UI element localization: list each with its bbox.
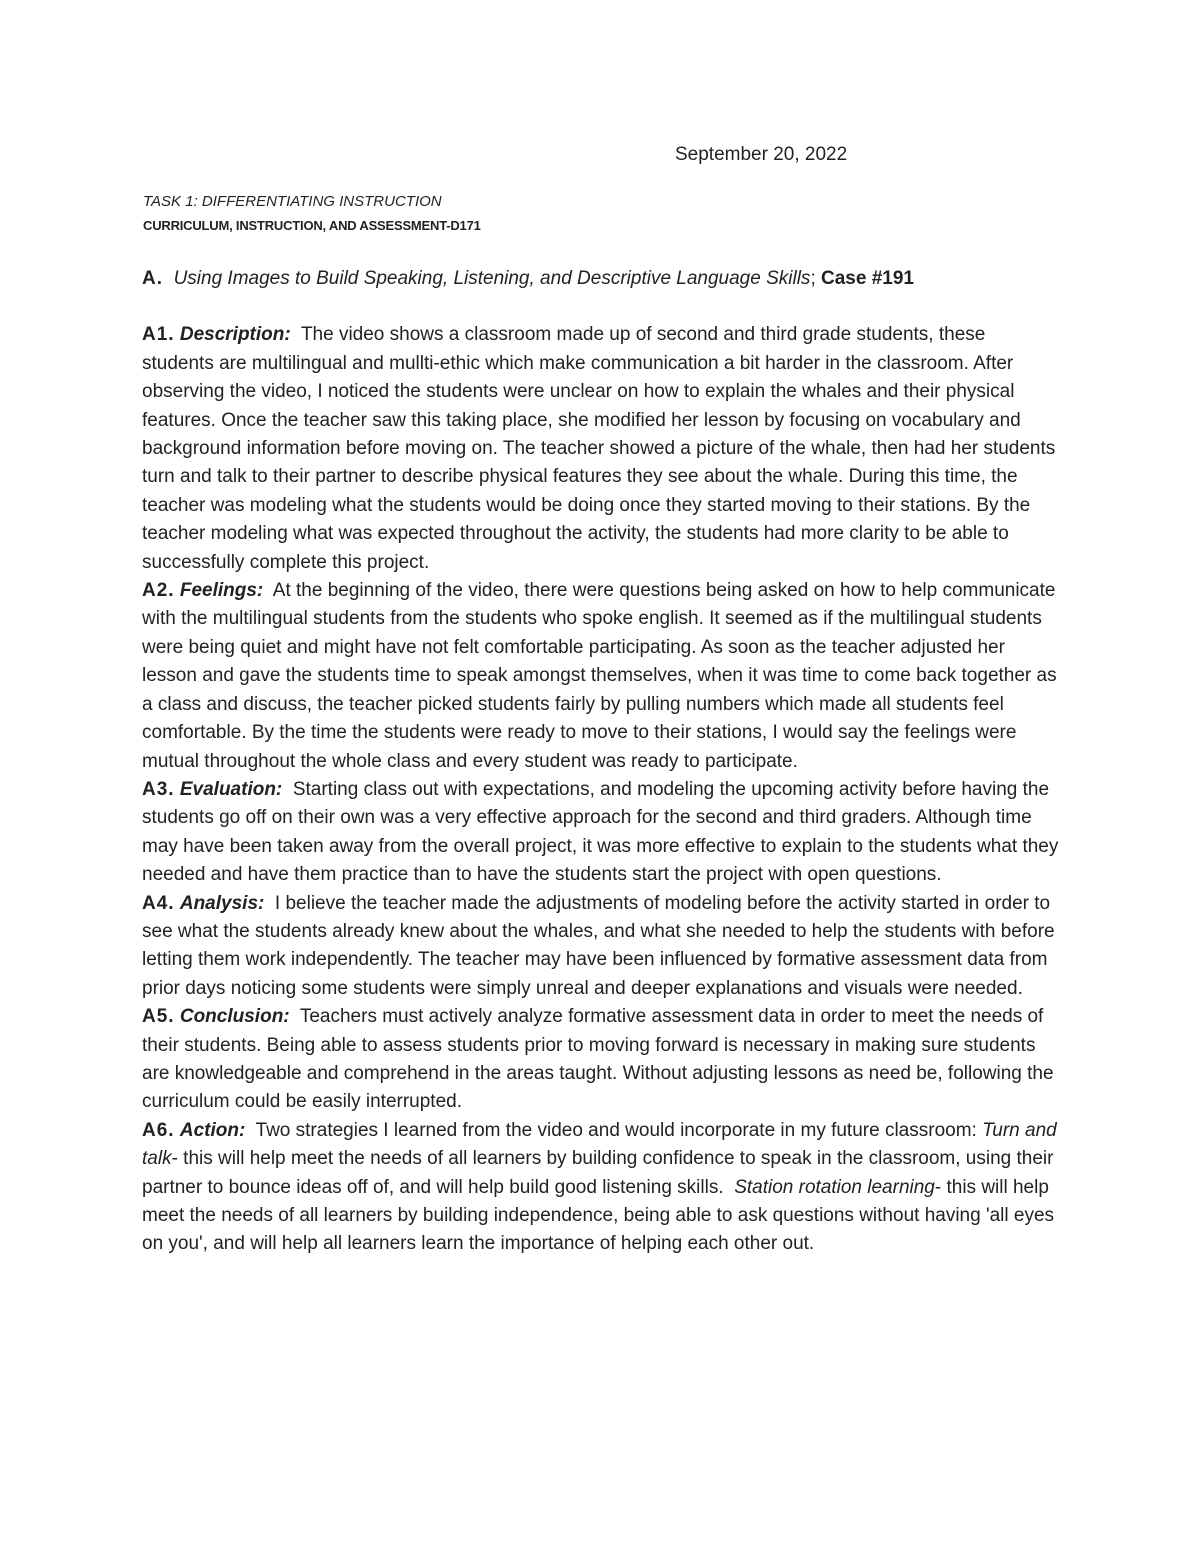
task-title: TASK 1: DIFFERENTIATING INSTRUCTION — [143, 193, 442, 210]
document-date: September 20, 2022 — [675, 144, 848, 165]
section-a1-label: A1. — [142, 324, 175, 346]
section-a1-text: The video shows a classroom made up of second and third grade students, these students are multilingual and mullti-ethic which make communication a bit harder in the classroom. After observing the video, I noticed the students were unclear on how to explain the whales and their physical features. Once the teacher saw this taking place, she modified her lesson by focusing on vocabulary and background information before moving on. The teacher showed a picture of the whale, then had her students turn and talk to their partner to describe physical features they see about the whale. During this time, the teacher was modeling what the students would be doing once they started moving to their stations. By the teacher modeling what was expected throughout the activity, the students had more clarity to be able to successfully complete this project. — [142, 324, 1056, 573]
section-a4-title: Analysis: — [179, 892, 265, 914]
section-a3 — [142, 776, 1060, 890]
section-a6 — [142, 1117, 1060, 1259]
section-a5-title: Conclusion: — [179, 1006, 290, 1028]
section-a-separator: ; — [810, 268, 816, 289]
section-a3-label: A3. — [142, 778, 175, 800]
section-a1 — [142, 321, 1060, 577]
section-a-title: Using Images to Build Speaking, Listening, and Descriptive Language Skills — [173, 268, 811, 289]
document-body — [142, 265, 1060, 1259]
section-a5-text: Teachers must actively analyze formative assessment data in order to meet the needs of their students. Being able to assess students prior to moving forward is necessary in making sure students are knowledgeable and comprehend in the areas taught. Without adjusting lessons as need be, following the curriculum could be easily interrupted. — [142, 1006, 1054, 1113]
strategy-1-name: Turn and talk — [142, 1119, 1057, 1170]
section-a5 — [142, 1003, 1060, 1117]
section-a1-title: Description: — [179, 324, 291, 346]
section-a2 — [142, 577, 1060, 776]
section-a3-title: Evaluation: — [179, 778, 283, 800]
section-a5-label: A5. — [142, 1006, 175, 1028]
section-a6-label: A6. — [142, 1119, 175, 1141]
strategy-2-name: Station rotation learning — [734, 1176, 935, 1198]
section-a3-text: Starting class out with expectations, and modeling the upcoming activity before having the students go off on their own was a very effective approach for the second and third graders. Although time may have been taken away from the overall project, it was more effective to explain to the students what they needed and have them practice than to have the students start the project with open questions. — [142, 778, 1059, 886]
course-title: CURRICULUM, INSTRUCTION, AND ASSESSMENT-D171 — [143, 218, 481, 233]
strategy-2-text: - this will help meet the needs of all learners by building independence, being able to ask questions without having 'all eyes on you', and will help all learners learn the importance of helping each other out. — [142, 1176, 1055, 1255]
section-a-heading — [142, 265, 1060, 293]
section-a2-title: Feelings: — [179, 580, 264, 602]
section-a-label: A. — [142, 268, 163, 289]
strategy-1-text: - this will help meet the needs of all learners by building confidence to speak in the classroom, using their partner to bounce ideas off of, and will help build good listening skills. — [142, 1148, 1054, 1198]
section-a2-text: At the beginning of the video, there were questions being asked on how to help communicate with the multilingual students from the students who spoke english. It seemed as if the multilingual students were being quiet and might have not felt comfortable participating. As soon as the teacher adjusted her lesson and gave the students time to speak amongst themselves, when it was time to come back together as a class and discuss, the teacher picked students fairly by pulling numbers which made all students feel comfortable. By the time the students were ready to move to their stations, I would say the feelings were mutual throughout the whole class and every student was ready to participate. — [142, 580, 1057, 772]
section-a6-intro: Two strategies I learned from the video and would incorporate in my future classroom: — [255, 1119, 977, 1141]
section-a6-title: Action: — [179, 1119, 246, 1141]
section-a2-label: A2. — [142, 580, 175, 602]
section-a4 — [142, 890, 1060, 1004]
section-a4-label: A4. — [142, 892, 175, 914]
section-a4-text: I believe the teacher made the adjustments of modeling before the activity started in order to see what the students already knew about the whales, and what she needed to help the students with before letting them work independently. The teacher may have been influenced by formative assessment data from prior days noticing some students were simply unreal and deeper explanations and visuals were needed. — [142, 892, 1055, 999]
case-number: Case #191 — [821, 268, 914, 289]
